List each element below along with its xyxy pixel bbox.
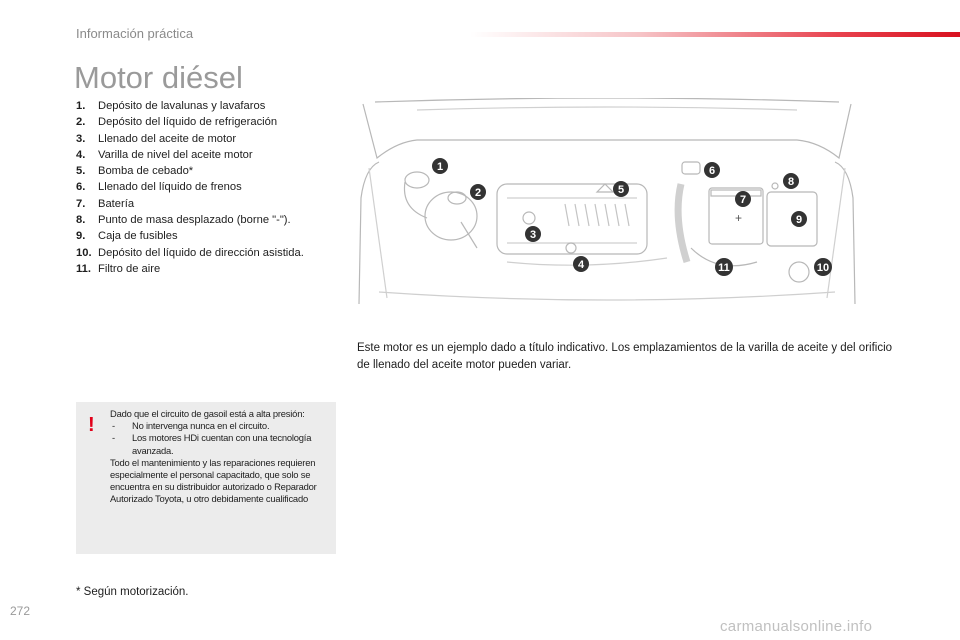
svg-text:11: 11 [718,262,730,274]
section-title: Información práctica [76,26,194,41]
list-item-number: 2. [76,116,86,129]
callout-1 [432,158,448,174]
footnote: * Según motorización. [76,586,189,598]
list-item-label: Caja de fusibles [98,230,178,243]
svg-text:2: 2 [474,187,482,199]
watermark: carmanualsonline.info [720,618,873,635]
list-item [76,131,304,147]
list-item-number: 5. [76,165,86,178]
list-item [76,245,304,261]
list-item [76,261,304,277]
list-item [76,147,304,163]
list-item-number: 11. [76,262,91,275]
svg-text:3: 3 [529,229,537,241]
warning-body: Todo el mantenimiento y las reparaciones requieren especialmente el personal capacitado, que solo se encuentra en su distribuidor autorizado o Reparador Autorizado Toyota, u otro debidamente cualificado [110,456,317,505]
callout-11 [715,258,733,276]
callout-9 [791,211,807,227]
list-item-label: Filtro de aire [98,262,161,275]
list-item [76,196,304,212]
list-item-label: Depósito del líquido de dirección asistida. [98,246,304,259]
list-item-number: 9. [76,230,86,243]
warning-bullet [110,432,336,456]
bullet-dash: - [112,420,115,432]
bullet-text: No intervenga nunca en el circuito. [132,420,270,432]
list-item [76,212,304,228]
battery-plus-symbol: + [735,211,743,225]
callout-7 [735,191,751,207]
list-item-label: Batería [98,197,135,210]
svg-text:8: 8 [787,176,795,188]
list-item-number: 7. [76,197,86,210]
list-item [76,179,304,195]
list-item-number: 1. [76,100,86,112]
list-item-label: Bomba de cebado* [98,165,194,178]
warning-text [110,408,336,506]
svg-text:10: 10 [816,262,830,274]
bullet-dash: - [112,432,115,444]
svg-text:7: 7 [739,194,747,206]
warning-box [76,402,336,554]
svg-text:1: 1 [436,161,444,173]
warning-icon: ! [88,414,95,436]
list-item-number: 10. [76,246,92,259]
list-item [76,114,304,130]
callout-8 [783,173,799,189]
callout-6 [704,162,720,178]
parts-list [76,98,304,277]
list-item-label: Varilla de nivel del aceite motor [98,148,253,161]
warning-intro: Dado que el circuito de gasoil está a alta presión: [110,408,305,419]
callout-3 [525,226,541,242]
callout-10 [814,258,832,276]
callout-4 [573,256,589,272]
list-item-number: 3. [76,132,86,145]
list-item-number: 8. [76,214,86,227]
svg-text:4: 4 [577,259,585,271]
svg-text:6: 6 [708,165,716,177]
bullet-text: Los motores HDi cuentan con una tecnología avanzada. [132,432,312,456]
list-item-label: Llenado del líquido de frenos [98,181,242,194]
page-number: 272 [10,604,31,618]
list-item-label: Depósito de lavalunas y lavafaros [98,100,266,112]
warning-bullet [110,420,336,432]
list-item-label: Punto de masa desplazado (borne "-"). [98,214,291,227]
list-item [76,98,304,114]
header-accent-bar [470,32,960,37]
svg-text:9: 9 [795,214,803,226]
list-item-label: Llenado del aceite de motor [98,132,237,145]
engine-note: Este motor es un ejemplo dado a título indicativo. Los emplazamientos de la varilla de aceite y del orificio de llenado del aceite motor pueden variar. [357,342,893,371]
list-item [76,163,304,179]
callout-2 [470,184,486,200]
callout-5 [613,181,629,197]
svg-text:5: 5 [617,184,625,196]
page-title: Motor diésel [74,60,243,95]
list-item-number: 6. [76,181,86,194]
list-item-number: 4. [76,148,86,161]
list-item-label: Depósito del líquido de refrigeración [98,116,278,129]
engine-bay-illustration [357,98,857,306]
list-item [76,228,304,244]
